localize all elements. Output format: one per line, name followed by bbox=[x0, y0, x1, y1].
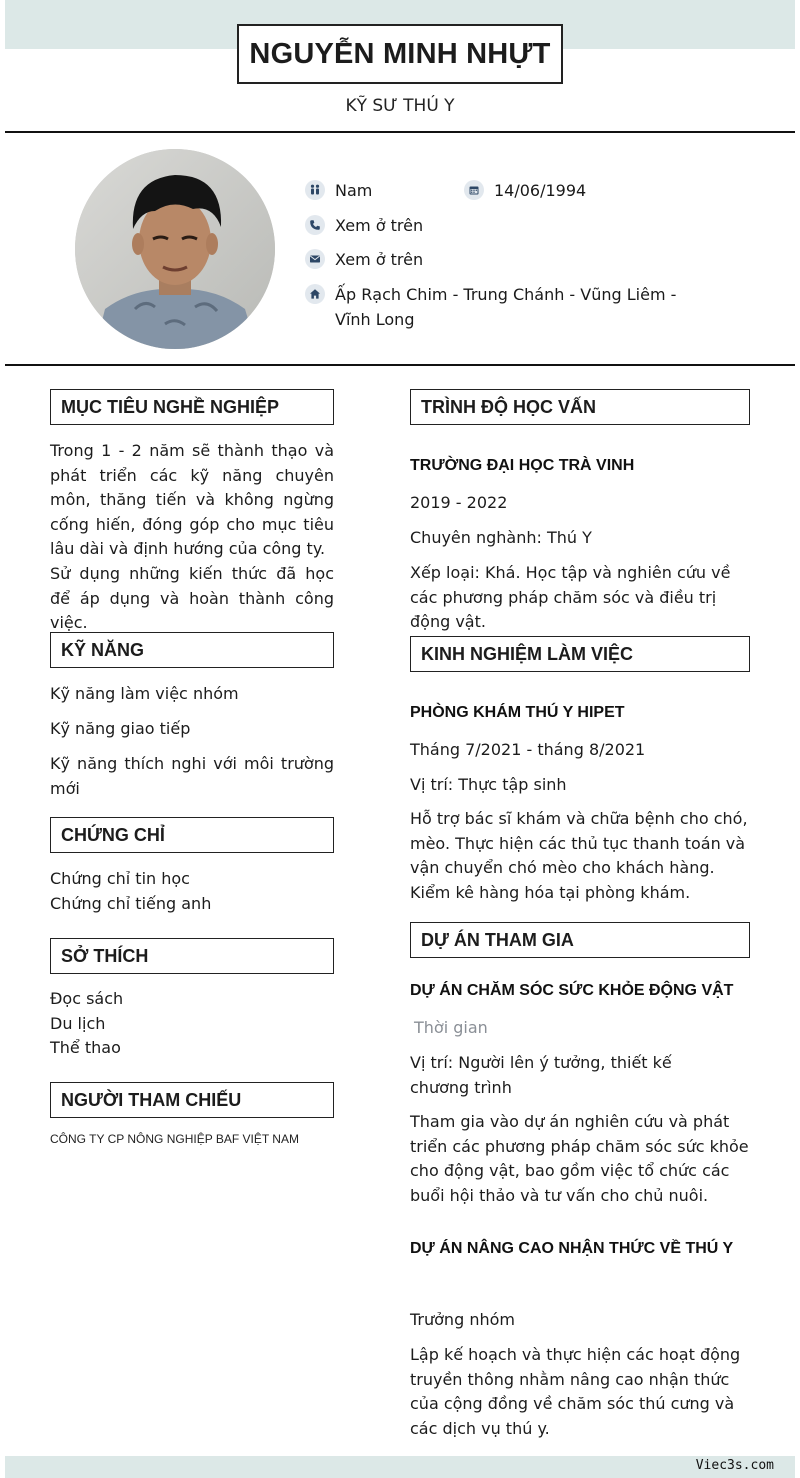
info-address bbox=[305, 282, 685, 332]
birthday-value: 14/06/1994 bbox=[494, 181, 587, 200]
info-gender bbox=[305, 178, 372, 203]
education-period: 2019 - 2022 bbox=[410, 493, 508, 512]
certificate-item: Chứng chỉ tiếng anh bbox=[50, 894, 212, 913]
name-box bbox=[237, 24, 563, 84]
info-birthday bbox=[464, 178, 586, 203]
envelope-icon bbox=[305, 249, 325, 269]
project-time: Thời gian bbox=[414, 1018, 488, 1037]
objective-para-1: Trong 1 - 2 năm sẽ thành thạo và phát triển các kỹ năng chuyên môn, thăng tiến và không ngừng cống hiến, đóng góp cho mục tiêu lâu dài và định hướng của công ty. bbox=[50, 441, 334, 559]
skills-title: KỸ NĂNG bbox=[61, 639, 145, 660]
section-education bbox=[410, 389, 750, 425]
skill-item: Kỹ năng làm việc nhóm bbox=[50, 684, 239, 703]
education-description: Xếp loại: Khá. Học tập và nghiên cứu về các phương pháp chăm sóc và điều trị động vật. bbox=[410, 563, 731, 632]
project-description: Tham gia vào dự án nghiên cứu và phát triển các phương pháp chăm sóc sức khỏe cho động vật, bao gồm việc tổ chức các buổi hội thảo và tư vấn cho chủ nuôi. bbox=[410, 1112, 749, 1205]
job-title: KỸ SƯ THÚ Y bbox=[345, 96, 455, 116]
hobby-item: Đọc sách bbox=[50, 989, 124, 1008]
experience-period: Tháng 7/2021 - tháng 8/2021 bbox=[410, 740, 646, 759]
divider-top bbox=[5, 131, 795, 133]
home-icon bbox=[305, 284, 325, 304]
experience-description: Hỗ trợ bác sĩ khám và chữa bệnh cho chó, mèo. Thực hiện các thủ tục thanh toán và vận chuyển chó mèo cho khách hàng. Kiểm kê hàng hóa tại phòng khám. bbox=[410, 809, 748, 902]
objective-title: MỤC TIÊU NGHỀ NGHIỆP bbox=[61, 396, 280, 417]
full-name: NGUYỄN MINH NHỰT bbox=[249, 37, 551, 70]
certificate-item: Chứng chỉ tin học bbox=[50, 869, 190, 888]
divider-middle bbox=[5, 364, 795, 366]
address-line-2: Vĩnh Long bbox=[335, 310, 415, 329]
certificates-title: CHỨNG CHỈ bbox=[61, 824, 165, 845]
objective-para-2: Sử dụng những kiến thức đã học để áp dụng và hoàn thành công việc. bbox=[50, 564, 334, 633]
experience-company: PHÒNG KHÁM THÚ Y HIPET bbox=[410, 704, 625, 721]
experience-title: KINH NGHIỆM LÀM VIỆC bbox=[421, 643, 634, 664]
references-title: NGƯỜI THAM CHIẾU bbox=[61, 1089, 242, 1110]
info-email bbox=[305, 247, 423, 272]
projects-title: DỰ ÁN THAM GIA bbox=[421, 929, 574, 950]
phone-value: Xem ở trên bbox=[335, 216, 424, 235]
experience-position: Vị trí: Thực tập sinh bbox=[410, 775, 567, 794]
info-phone bbox=[305, 213, 423, 238]
project-name: DỰ ÁN CHĂM SÓC SỨC KHỎE ĐỘNG VẬT bbox=[410, 982, 734, 999]
address-line-1: Ấp Rạch Chim - Trung Chánh - Vũng Liêm - bbox=[335, 285, 677, 304]
hobby-item: Thể thao bbox=[50, 1038, 121, 1057]
section-hobbies bbox=[50, 938, 334, 974]
education-school: TRƯỜNG ĐẠI HỌC TRÀ VINH bbox=[410, 457, 635, 474]
email-value: Xem ở trên bbox=[335, 250, 424, 269]
phone-icon bbox=[305, 215, 325, 235]
gender-value: Nam bbox=[335, 181, 373, 200]
section-references bbox=[50, 1082, 334, 1118]
skill-item: Kỹ năng thích nghi với môi trường mới bbox=[50, 754, 334, 798]
watermark: Viec3s.com bbox=[695, 1458, 774, 1473]
project-role: Vị trí: Người lên ý tưởng, thiết kế chương trình bbox=[410, 1053, 672, 1097]
project-role: Trưởng nhóm bbox=[410, 1310, 515, 1329]
section-projects bbox=[410, 922, 750, 958]
section-experience bbox=[410, 636, 750, 672]
project-name: DỰ ÁN NÂNG CAO NHẬN THỨC VỀ THÚ Y bbox=[410, 1240, 734, 1257]
section-skills bbox=[50, 632, 334, 668]
calendar-icon bbox=[464, 180, 484, 200]
hobby-item: Du lịch bbox=[50, 1014, 106, 1033]
education-major: Chuyên nghành: Thú Y bbox=[410, 528, 592, 547]
project-description: Lập kế hoạch và thực hiện các hoạt động truyền thông nhằm nâng cao nhận thức của cộng đồng về chăm sóc thú cưng và các dịch vụ thú y. bbox=[410, 1345, 741, 1438]
section-objective bbox=[50, 389, 334, 425]
skill-item: Kỹ năng giao tiếp bbox=[50, 719, 191, 738]
reference-company: CÔNG TY CP NÔNG NGHIỆP BAF VIỆT NAM bbox=[50, 1132, 299, 1146]
avatar-photo bbox=[75, 149, 275, 349]
section-certificates bbox=[50, 817, 334, 853]
hobbies-title: SỞ THÍCH bbox=[61, 945, 149, 966]
address-value bbox=[335, 282, 676, 332]
gender-icon bbox=[305, 180, 325, 200]
footer-band bbox=[5, 1456, 795, 1478]
avatar bbox=[75, 149, 275, 349]
education-title: TRÌNH ĐỘ HỌC VẤN bbox=[421, 396, 596, 417]
